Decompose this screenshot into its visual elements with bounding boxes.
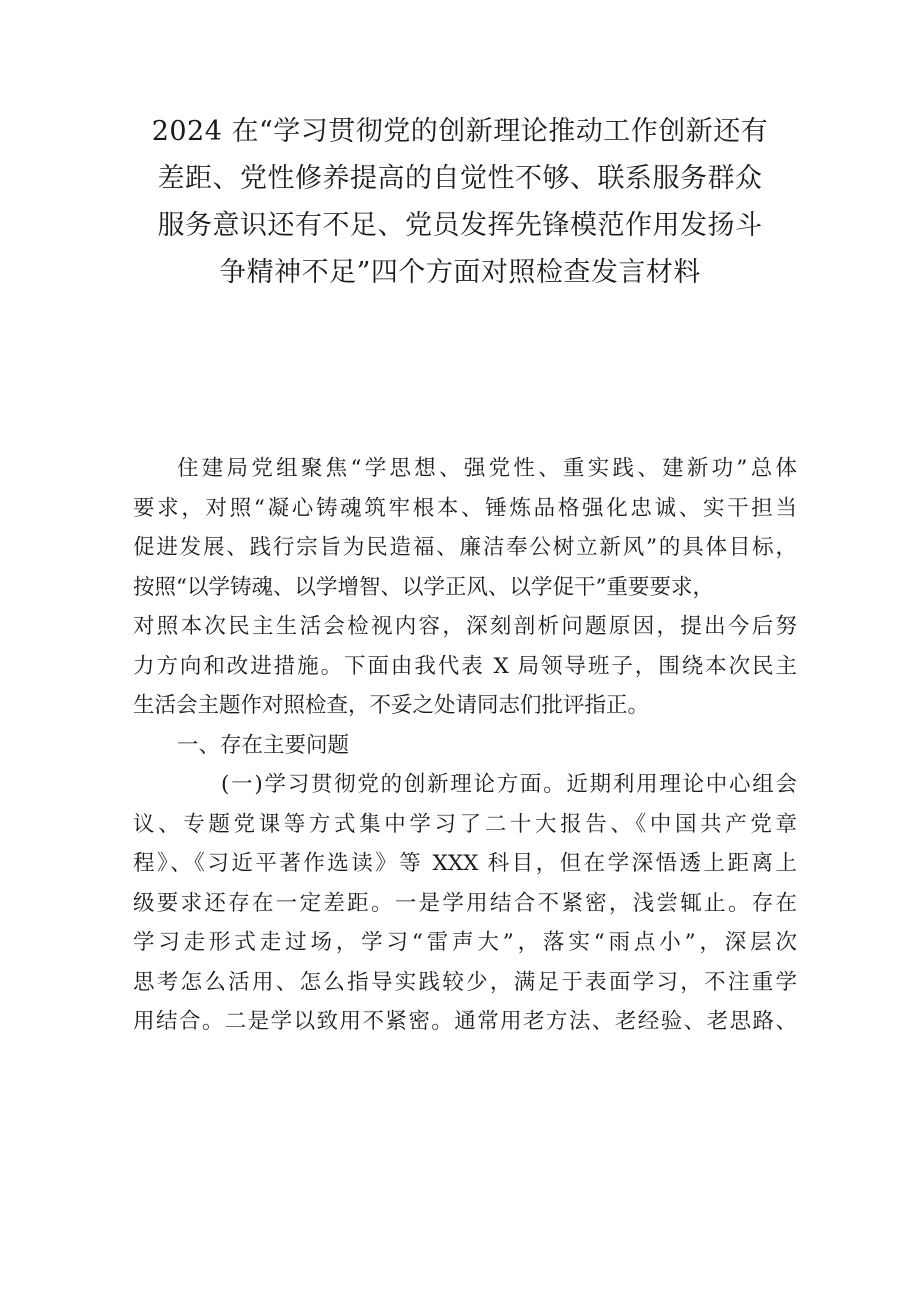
intro-line-2: 要求，对照“凝心铸魂筑牢根本、锤炼品格强化忠诚、实干担当 [133,495,797,521]
intro-line-5: 对照本次民主生活会检视内容，深刻剖析问题原因，提出今后努 [133,614,797,639]
subsection-line-4: 级要求还存在一定差距。一是学用结合不紧密，浅尝辄止。存在 [133,890,797,916]
subsection-line-6: 思考怎么活用、怎么指导实践较少，满足于表面学习，不注重学 [133,969,797,995]
subsection-line-2: 议、专题党课等方式集中学习了二十大报告、《中国共产党章 [133,811,797,837]
intro-line-3: 促进发展、践行宗旨为民造福、廉洁奉公树立新风”的具体目标， [133,535,797,560]
subsection-line-3: 程》、《习近平著作选读》等 XXX 科目，但在学深悟透上距离上 [133,851,797,876]
title-line-2: 差距、党性修养提高的自觉性不够、联系服务群众 [157,163,763,194]
subsection-line-5: 学习走形式走过场，学习“雷声大”，落实“雨点小”，深层次 [133,930,797,955]
document-body [133,449,797,1042]
intro-line-7: 生活会主题作对照检查，不妥之处请同志们批评指正。 [133,693,650,718]
document-title [120,108,800,296]
section-heading: 一、存在主要问题 [177,732,350,758]
subsection-line-7: 用结合。二是学以致用不紧密。通常用老方法、老经验、老思路、 [133,1009,797,1034]
subsection-line-1: (一)学习贯彻党的创新理论方面。近期利用理论中心组会 [221,772,797,797]
intro-line-4: 按照“以学铸魂、以学增智、以学正风、以学促干”重要要求， [133,574,714,600]
intro-line-6: 力方向和改进措施。下面由我代表 X 局领导班子，围绕本次民主 [133,653,797,679]
intro-paragraph [133,449,797,726]
subsection-paragraph [133,765,797,1042]
intro-line-1: 住建局党组聚焦“学思想、强党性、重实践、建新功”总体 [177,456,797,481]
title-line-1: 2024 在“学习贯彻党的创新理论推动工作创新还有 [151,116,769,147]
title-line-4: 争精神不足”四个方面对照检查发言材料 [219,257,701,288]
title-line-3: 服务意识还有不足、党员发挥先锋模范作用发扬斗 [157,210,763,241]
